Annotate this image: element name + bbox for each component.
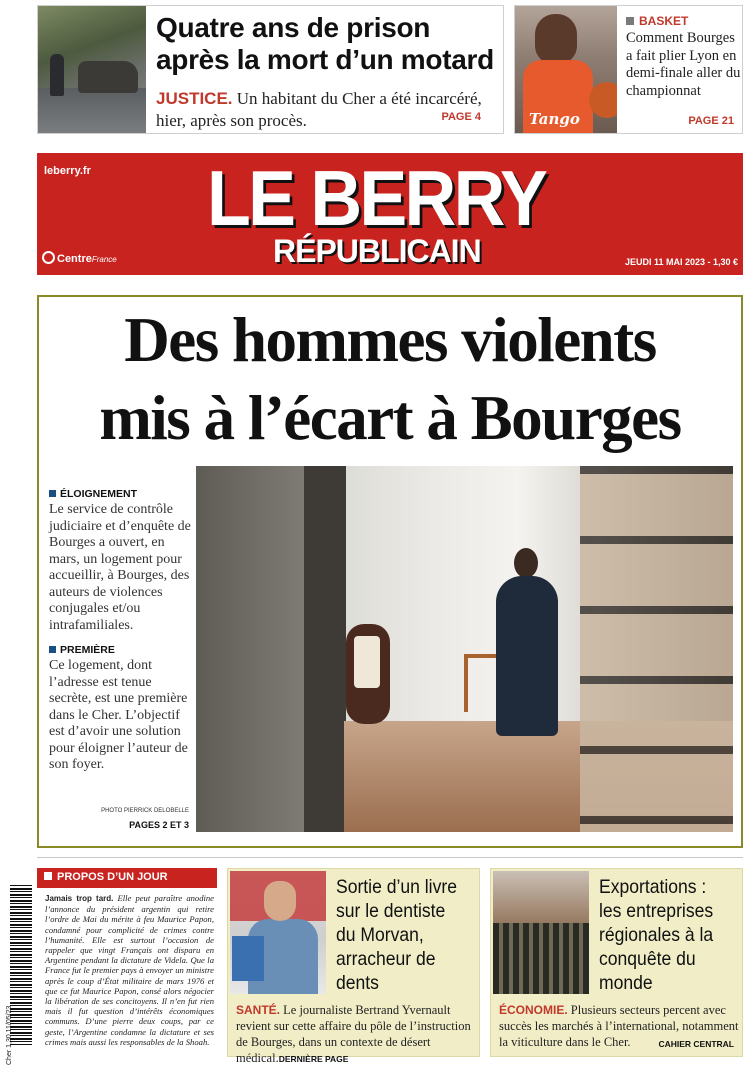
lead-headline: Des hommes violents mis à l’écart à Bourges <box>99 305 681 453</box>
teaser-justice[interactable] <box>37 5 504 134</box>
teaser-headline: Quatre ans de prison après la mort d’un motard <box>156 12 494 75</box>
box-page-ref: DERNIÈRE PAGE <box>278 1054 349 1064</box>
box-headline: Sortie d’un livre sur le dentiste du Morvan, arracheur de dents <box>336 876 457 994</box>
centre-france-logo: CentreFrance <box>42 251 117 265</box>
masthead <box>37 153 743 275</box>
teaser-kicker: BASKET <box>626 14 688 28</box>
propos-header: PROPOS D’UN JOUR <box>37 868 217 888</box>
apartment-door-photo <box>196 466 733 832</box>
section-text: Ce logement, dont l’adresse est tenue secrète, est une première dans le Cher. L’objectif est d’avoir une solution pour éloigner l’auteur de son foyer. <box>49 658 188 772</box>
journalist-photo <box>230 871 326 994</box>
divider <box>37 857 743 858</box>
teaser-text: Comment Bourges a fait plier Lyon en demi-finale aller du championnat <box>626 30 741 99</box>
site-url[interactable]: leberry.fr <box>44 165 91 177</box>
teaser-body: Un habitant du Cher a été incarcéré, hier, après son procès. <box>156 89 482 130</box>
box-headline: Exportations : les entreprises régionales à la conquête du monde <box>599 876 714 994</box>
lead-summary <box>49 488 194 784</box>
accident-photo <box>38 6 146 133</box>
jersey-text: Tango <box>529 110 580 128</box>
teaser-text <box>156 88 496 132</box>
photo-credit: PHOTO PIERRICK DELOBELLE <box>101 808 189 814</box>
logo-mark-icon <box>42 251 55 264</box>
teaser-page-ref: PAGE 4 <box>441 111 481 123</box>
teaser-kicker: JUSTICE. <box>156 89 233 108</box>
propos-dun-jour[interactable] <box>37 868 217 1058</box>
box-page-ref: CAHIER CENTRAL <box>658 1039 734 1049</box>
teaser-economie[interactable] <box>490 868 743 1057</box>
lead-story[interactable] <box>37 295 743 848</box>
box-text: SANTÉ. Le journaliste Bertrand Yvernault revient sur cette affaire du pôle de l’instruction de Bourges, dans un contexte de désert médical.DERNIÈRE PAGE <box>236 1003 471 1065</box>
basketball-player-photo <box>515 6 617 133</box>
lead-page-ref: PAGES 2 ET 3 <box>129 820 189 830</box>
teaser-page-ref: PAGE 21 <box>688 115 734 127</box>
section-text: Le service de contrôle judiciaire et d’enquête de Bourges a ouvert, en mars, un logement pour accueillir, à Bourges, des auteurs de violences conjugales et/ou intrafamiliales. <box>49 502 191 633</box>
teaser-sante[interactable] <box>227 868 480 1065</box>
barcode-text: Cher 1,30 11/05/23 <box>6 1005 13 1065</box>
section-heading: ÉLOIGNEMENT <box>49 488 194 500</box>
propos-text: Jamais trop tard. Elle peut paraître anodine l’annonce du président argentin qui retire l’ordre de Mai du mérite à feu Maurice Papon, condamné pour complicité de crimes contre l’humanité. Elle est surtout l’occasion de rappeler que vingt Français ont disparu en Argentine pendant la dictature de Videla. Que la France fut le premier pays à envoyer un ministre après le coup d’État militaire de mars 1976 et que ce fut Maurice Papon, consé alors négocier la libération de ses concitoyens. Il n’en fut rien mais il fut question d’intérêts économiques communs. D’une pierre deux coups, par ce geste, l’Argentine condamne la dictature et ses crimes mais aussi les responsables de la Shoah. <box>45 893 214 1047</box>
teaser-basket[interactable] <box>514 5 743 134</box>
newspaper-title: LE BERRY <box>207 154 546 242</box>
box-text: ÉCONOMIE. Plusieurs secteurs percent avec succès les marchés à l’international, notamment la viticulture dans le Cher. <box>499 1003 739 1049</box>
date-price: JEUDI 11 MAI 2023 - 1,30 € <box>624 257 738 267</box>
wine-bottles-photo <box>493 871 589 994</box>
newspaper-subtitle: RÉPUBLICAIN <box>273 233 481 269</box>
section-heading: PREMIÈRE <box>49 644 194 656</box>
